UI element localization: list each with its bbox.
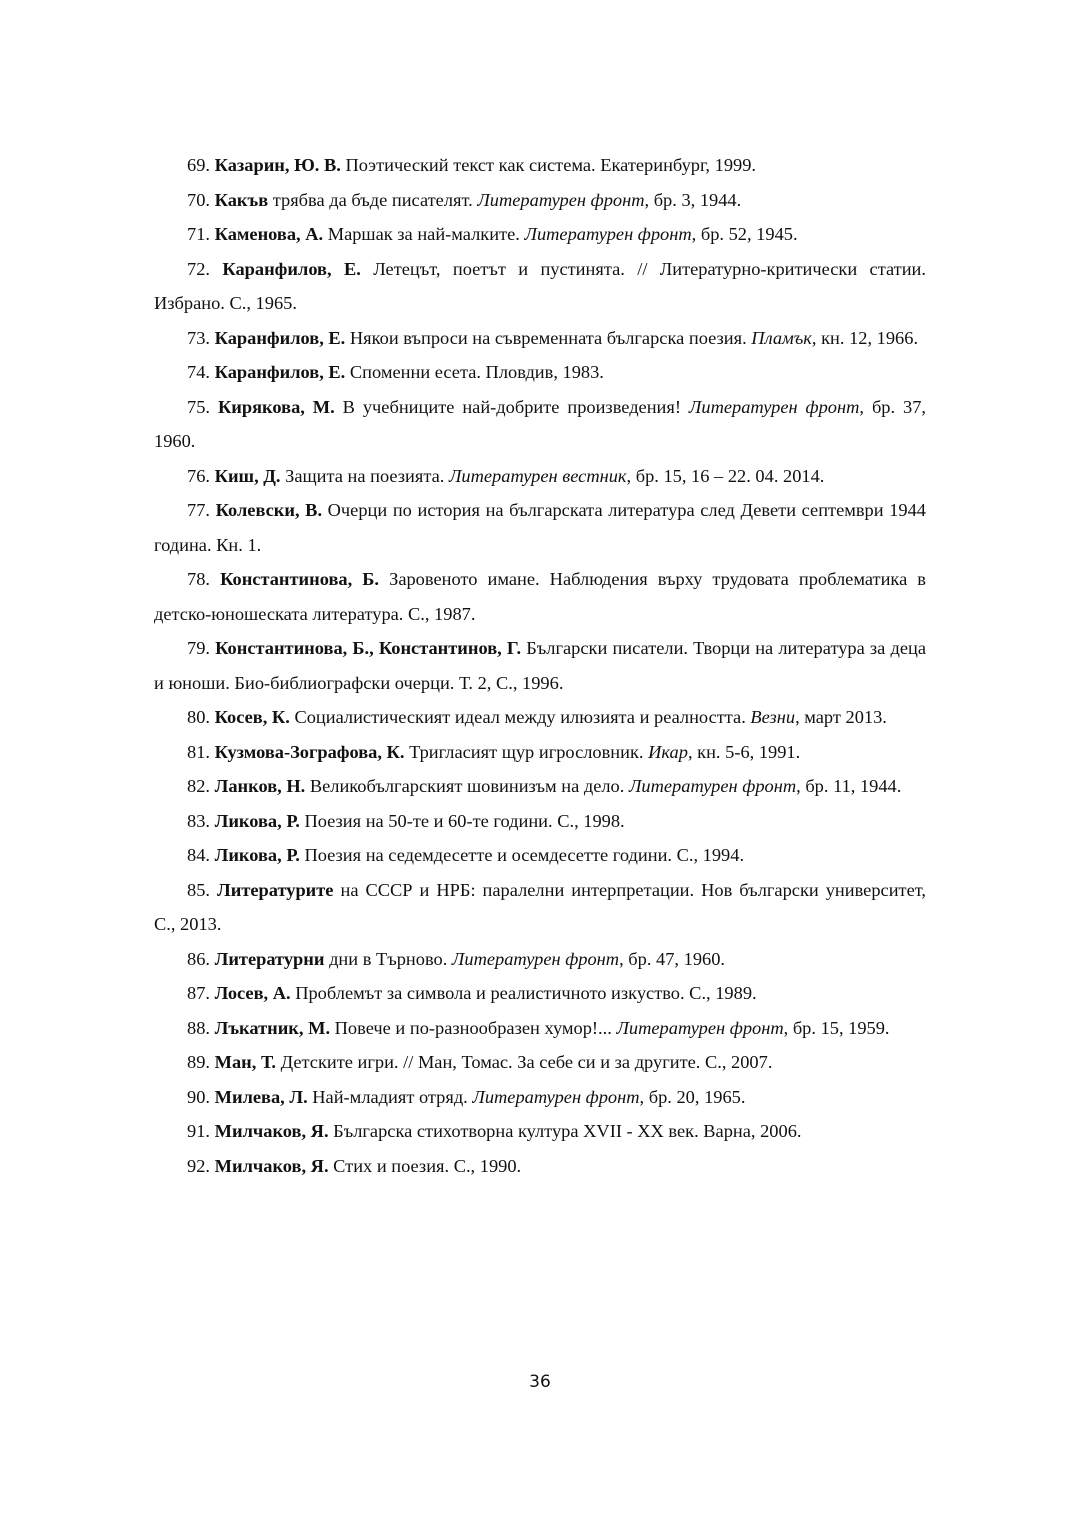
entry-author: Киш, Д. — [214, 465, 281, 486]
bibliography-entry — [154, 1114, 926, 1149]
entry-number: 70. — [187, 189, 210, 210]
entry-number: 72. — [187, 258, 210, 279]
entry-number: 75. — [187, 396, 210, 417]
entry-text: Тригласият щур игрословник. — [404, 741, 649, 762]
entry-author: Кузмова-Зографова, К. — [214, 741, 405, 762]
bibliography-entry — [154, 321, 926, 356]
entry-number: 76. — [187, 465, 210, 486]
bibliography-entry — [154, 976, 926, 1011]
entry-number: 84. — [187, 845, 210, 865]
entry-text: дни в Търново. — [324, 948, 452, 969]
entry-publication: Литературен фронт — [451, 948, 620, 969]
entry-details: , бр. 15, 16 – 22. 04. 2014. — [626, 465, 825, 486]
entry-text: Българска стихотворна култура XVII - XX век. Варна, 2006. — [328, 1121, 802, 1141]
entry-number: 87. — [187, 983, 210, 1003]
bibliography-entry — [154, 183, 926, 218]
bibliography-entry — [154, 148, 926, 183]
entry-publication: Литературен вестник — [448, 465, 627, 486]
entry-text: Детските игри. // Ман, Томас. За себе си и за другите. С., 2007. — [275, 1052, 773, 1072]
bibliography-entry — [154, 769, 926, 804]
entry-author: Милчаков, Я. — [214, 1155, 329, 1176]
entry-author: Ланков, Н. — [214, 776, 306, 796]
entry-details: , бр. 3, 1944. — [644, 189, 742, 210]
entry-author: Косев, К. — [214, 707, 290, 727]
entry-publication: Литературен фронт — [628, 776, 797, 796]
entry-number: 73. — [187, 327, 210, 348]
entry-author: Милева, Л. — [214, 1086, 308, 1107]
entry-text: Най-младият отряд. — [307, 1086, 473, 1107]
entry-publication: Литературен фронт — [524, 224, 692, 244]
entry-author: Кирякова, М. — [217, 396, 335, 417]
entry-number: 78. — [187, 569, 210, 589]
entry-number: 77. — [187, 500, 210, 520]
entry-author: Константинова, Б. — [220, 569, 380, 589]
bibliography-entry — [154, 390, 926, 459]
bibliography-entry — [154, 873, 926, 942]
entry-author: Лосев, А. — [214, 983, 291, 1003]
entry-text: Някои въпроси на съвременната българска поезия. — [345, 327, 752, 348]
entry-publication: Литературен фронт — [472, 1086, 640, 1107]
entry-text: Поезия на седемдесетте и осемдесетте години. С., 1994. — [299, 845, 745, 865]
bibliography-entry — [154, 1149, 926, 1184]
entry-author: Лъкатник, М. — [214, 1017, 331, 1038]
entry-text: Повече и по-разнообразен хумор!... — [330, 1017, 617, 1038]
entry-text: Поэтический текст как система. Екатеринбург, 1999. — [340, 155, 757, 175]
bibliography-entry — [154, 1011, 926, 1046]
bibliography-entry — [154, 355, 926, 390]
entry-text: В учебниците най-добрите произведения! — [334, 396, 689, 417]
entry-text: Летецът, поетът и пустинята. // Литературно-критически статии. Избрано. С., 1965. — [154, 258, 926, 313]
entry-text: Маршак за най-малките. — [323, 224, 525, 244]
bibliography-entry — [154, 1045, 926, 1080]
entry-publication: Везни — [750, 707, 796, 727]
bibliography-entry — [154, 735, 926, 770]
entry-author: Каранфилов, Е. — [214, 362, 346, 382]
bibliography-entry — [154, 804, 926, 839]
entry-text: Социалистическият идеал между илюзията и реалността. — [289, 707, 751, 727]
entry-number: 89. — [187, 1052, 210, 1072]
entry-number: 91. — [187, 1121, 210, 1141]
entry-author: Каранфилов, Е. — [222, 258, 361, 279]
entry-details: , кн. 12, 1966. — [811, 327, 919, 348]
entry-publication: Пламък — [751, 327, 812, 348]
page-number: 36 — [529, 1372, 551, 1392]
entry-text: Великобългарският шовинизъм на дело. — [305, 776, 629, 796]
entry-text: Очерци по история на българската литература след Девети септември 1944 година. Кн. 1. — [154, 500, 926, 555]
entry-text: Защита на поезията. — [280, 465, 449, 486]
entry-number: 79. — [187, 638, 210, 658]
entry-details: , март 2013. — [795, 707, 887, 727]
entry-number: 71. — [187, 224, 210, 244]
entry-details: , бр. 20, 1965. — [639, 1086, 746, 1107]
entry-author: Ман, Т. — [214, 1052, 276, 1072]
bibliography-entry — [154, 631, 926, 700]
entry-number: 69. — [187, 155, 210, 175]
entry-text: Споменни есета. Пловдив, 1983. — [345, 362, 604, 382]
entry-number: 83. — [187, 810, 210, 831]
entry-author: Милчаков, Я. — [214, 1121, 329, 1141]
entry-number: 81. — [187, 741, 210, 762]
bibliography-entry — [154, 562, 926, 631]
entry-publication: Литературен фронт — [688, 396, 860, 417]
entry-publication: Икар — [648, 741, 688, 762]
bibliography-list — [154, 148, 926, 1183]
entry-text: Поезия на 50-те и 60-те години. С., 1998. — [299, 810, 625, 831]
entry-details: , бр. 11, 1944. — [796, 776, 902, 796]
entry-number: 82. — [187, 776, 210, 796]
entry-author: Каменова, А. — [214, 224, 324, 244]
entry-author: Литературите — [217, 879, 334, 900]
entry-details: , бр. 37, 1960. — [154, 396, 927, 451]
entry-author: Ликова, Р. — [214, 810, 300, 831]
entry-number: 85. — [187, 879, 210, 900]
entry-details: , кн. 5-6, 1991. — [687, 741, 801, 762]
entry-text: Заровеното имане. Наблюдения върху трудовата проблематика в детско-юношеската литература. С., 1987. — [154, 569, 926, 624]
entry-details: , бр. 52, 1945. — [691, 224, 798, 244]
bibliography-entry — [154, 942, 926, 977]
entry-author: Литературни — [214, 948, 325, 969]
bibliography-entry — [154, 493, 926, 562]
entry-details: , бр. 47, 1960. — [619, 948, 726, 969]
entry-number: 90. — [187, 1086, 210, 1107]
entry-text: на СССР и НРБ: паралелни интерпретации. Нов български университет, С., 2013. — [154, 879, 926, 934]
entry-author: Ликова, Р. — [214, 845, 300, 865]
entry-number: 92. — [187, 1155, 210, 1176]
entry-text: Проблемът за символа и реалистичното изкуство. С., 1989. — [290, 983, 757, 1003]
bibliography-entry — [154, 217, 926, 252]
entry-text: Български писатели. Творци на литература за деца и юноши. Био-библиографски очерци. Т. 2, С., 1996. — [154, 638, 926, 693]
entry-author: Колевски, В. — [215, 500, 323, 520]
bibliography-entry — [154, 252, 926, 321]
entry-author: Каранфилов, Е. — [214, 327, 346, 348]
entry-text: Стих и поезия. С., 1990. — [328, 1155, 522, 1176]
entry-publication: Литературен фронт — [616, 1017, 784, 1038]
entry-details: , бр. 15, 1959. — [783, 1017, 890, 1038]
entry-author: Какъв — [214, 189, 269, 210]
entry-author: Константинова, Б., Константинов, Г. — [215, 638, 522, 658]
entry-author: Казарин, Ю. В. — [214, 155, 341, 175]
bibliography-entry — [154, 700, 926, 735]
bibliography-entry — [154, 1080, 926, 1115]
entry-publication: Литературен фронт — [477, 189, 645, 210]
entry-number: 80. — [187, 707, 210, 727]
bibliography-entry — [154, 459, 926, 494]
entry-number: 86. — [187, 948, 210, 969]
entry-text: трябва да бъде писателят. — [268, 189, 478, 210]
bibliography-entry — [154, 838, 926, 873]
entry-number: 88. — [187, 1017, 210, 1038]
entry-number: 74. — [187, 362, 210, 382]
